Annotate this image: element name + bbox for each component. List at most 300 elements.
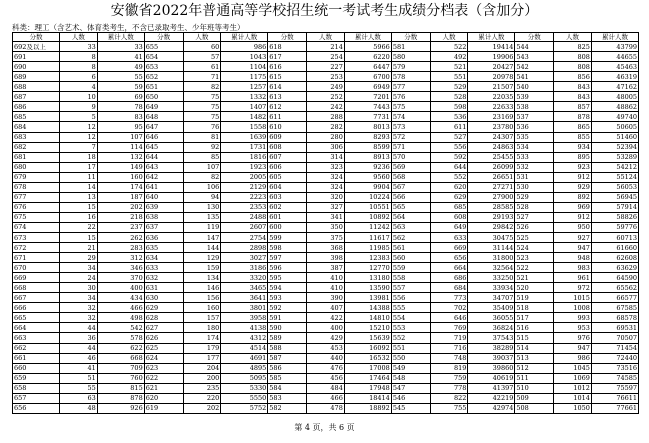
count-cell: 611 xyxy=(430,122,468,132)
cumulative-cell: 22035 xyxy=(468,92,515,102)
cumulative-cell: 622 xyxy=(97,343,144,353)
score-cell: 640 xyxy=(144,192,183,202)
cumulative-cell: 31800 xyxy=(468,253,515,263)
score-cell: 514 xyxy=(515,343,554,353)
count-cell: 929 xyxy=(554,182,592,192)
score-cell: 551 xyxy=(391,343,430,353)
score-cell: 674 xyxy=(13,222,60,232)
table-row xyxy=(13,273,639,283)
count-cell: 528 xyxy=(430,92,468,102)
count-cell: 629 xyxy=(430,192,468,202)
cumulative-cell: 2898 xyxy=(221,243,268,253)
cumulative-cell: 4514 xyxy=(221,343,268,353)
count-cell: 422 xyxy=(307,313,345,323)
score-cell: 684 xyxy=(13,122,60,132)
count-cell: 14 xyxy=(59,182,97,192)
score-cell: 638 xyxy=(144,212,183,222)
cumulative-cell: 11617 xyxy=(344,233,391,243)
count-cell: 656 xyxy=(430,253,468,263)
table-row xyxy=(13,363,639,373)
count-cell: 685 xyxy=(430,202,468,212)
table-row xyxy=(13,343,639,353)
count-cell: 986 xyxy=(554,353,592,363)
table-row xyxy=(13,62,639,72)
count-cell: 107 xyxy=(183,162,221,172)
cumulative-cell: 542 xyxy=(97,323,144,333)
score-cell: 517 xyxy=(515,313,554,323)
cumulative-cell: 668 xyxy=(97,353,144,363)
count-cell: 180 xyxy=(183,323,221,333)
cumulative-cell: 5330 xyxy=(221,383,268,393)
count-cell: 856 xyxy=(554,72,592,82)
cumulative-cell: 46319 xyxy=(591,72,638,82)
score-cell: 522 xyxy=(515,263,554,273)
count-cell: 55 xyxy=(59,383,97,393)
score-cell: 618 xyxy=(268,42,307,52)
cumulative-cell: 3465 xyxy=(221,283,268,293)
column-header: 人数 xyxy=(430,33,468,42)
count-cell: 716 xyxy=(430,343,468,353)
cumulative-cell: 8013 xyxy=(344,122,391,132)
table-row xyxy=(13,82,639,92)
score-cell: 656 xyxy=(13,403,60,413)
score-cell: 587 xyxy=(268,353,307,363)
score-cell: 554 xyxy=(391,313,430,323)
count-cell: 220 xyxy=(183,393,221,403)
score-cell: 629 xyxy=(144,303,183,313)
score-cell: 625 xyxy=(144,343,183,353)
count-cell: 11 xyxy=(59,172,97,182)
cumulative-cell: 30475 xyxy=(468,233,515,243)
score-cell: 632 xyxy=(144,273,183,283)
count-cell: 147 xyxy=(183,233,221,243)
table-row xyxy=(13,132,639,142)
count-cell: 10 xyxy=(59,92,97,102)
score-cell: 576 xyxy=(391,92,430,102)
count-cell: 253 xyxy=(307,72,345,82)
cumulative-cell: 44655 xyxy=(591,52,638,62)
count-cell: 822 xyxy=(430,393,468,403)
document-title: 安徽省2022年普通高等学校招生统一考试考生成绩分档表（含加分） xyxy=(110,3,539,19)
score-cell: 570 xyxy=(391,152,430,162)
score-cell: 683 xyxy=(13,132,60,142)
score-cell: 604 xyxy=(268,182,307,192)
score-cell: 602 xyxy=(268,202,307,212)
score-cell: 677 xyxy=(13,192,60,202)
cumulative-cell: 33 xyxy=(97,42,144,52)
score-cell: 671 xyxy=(13,253,60,263)
cumulative-cell: 14810 xyxy=(344,313,391,323)
score-cell: 535 xyxy=(515,132,554,142)
score-cell: 536 xyxy=(515,122,554,132)
score-cell: 552 xyxy=(391,333,430,343)
count-cell: 235 xyxy=(183,383,221,393)
score-cell: 509 xyxy=(515,393,554,403)
score-cell: 565 xyxy=(391,202,430,212)
table-row xyxy=(13,142,639,152)
score-cell: 668 xyxy=(13,283,60,293)
score-cell: 549 xyxy=(391,363,430,373)
count-cell: 61 xyxy=(183,62,221,72)
count-cell: 92 xyxy=(183,142,221,152)
table-row xyxy=(13,253,639,263)
count-cell: 323 xyxy=(307,162,345,172)
count-cell: 75 xyxy=(183,102,221,112)
score-cell: 519 xyxy=(515,293,554,303)
score-cell: 605 xyxy=(268,172,307,182)
score-cell: 545 xyxy=(391,403,430,413)
count-cell: 1008 xyxy=(554,303,592,313)
score-cell: 666 xyxy=(13,303,60,313)
score-cell: 672 xyxy=(13,243,60,253)
score-cell: 624 xyxy=(144,353,183,363)
count-cell: 32 xyxy=(59,303,97,313)
cumulative-cell: 237 xyxy=(97,222,144,232)
table-row xyxy=(13,303,639,313)
count-cell: 46 xyxy=(59,353,97,363)
score-cell: 692及以上 xyxy=(13,42,60,52)
count-cell: 12 xyxy=(59,122,97,132)
score-cell: 508 xyxy=(515,403,554,413)
cumulative-cell: 27900 xyxy=(468,192,515,202)
cumulative-cell: 23169 xyxy=(468,112,515,122)
score-cell: 653 xyxy=(144,62,183,72)
cumulative-cell: 33250 xyxy=(468,273,515,283)
cumulative-cell: 8293 xyxy=(344,132,391,142)
cumulative-cell: 4312 xyxy=(221,333,268,343)
column-header: 累计人数 xyxy=(344,33,391,42)
score-cell: 639 xyxy=(144,202,183,212)
score-cell: 608 xyxy=(268,142,307,152)
cumulative-cell: 3186 xyxy=(221,263,268,273)
count-cell: 934 xyxy=(554,142,592,152)
cumulative-cell: 5752 xyxy=(221,403,268,413)
score-cell: 627 xyxy=(144,323,183,333)
score-cell: 599 xyxy=(268,233,307,243)
count-cell: 306 xyxy=(307,142,345,152)
table-row xyxy=(13,72,639,82)
cumulative-cell: 15639 xyxy=(344,333,391,343)
column-header: 人数 xyxy=(59,33,97,42)
count-cell: 29 xyxy=(59,253,97,263)
cumulative-cell: 40619 xyxy=(468,373,515,383)
score-cell: 591 xyxy=(268,313,307,323)
score-cell: 598 xyxy=(268,243,307,253)
score-cell: 527 xyxy=(515,212,554,222)
cumulative-cell: 262 xyxy=(97,233,144,243)
score-cell: 650 xyxy=(144,92,183,102)
score-cell: 563 xyxy=(391,222,430,232)
count-cell: 15 xyxy=(59,233,97,243)
cumulative-cell: 13590 xyxy=(344,283,391,293)
score-cell: 654 xyxy=(144,52,183,62)
score-cell: 547 xyxy=(391,383,430,393)
count-cell: 252 xyxy=(307,92,345,102)
cumulative-cell: 11985 xyxy=(344,243,391,253)
count-cell: 484 xyxy=(307,383,345,393)
count-cell: 527 xyxy=(430,132,468,142)
score-cell: 510 xyxy=(515,383,554,393)
count-cell: 82 xyxy=(183,172,221,182)
cumulative-cell: 2005 xyxy=(221,172,268,182)
score-cell: 633 xyxy=(144,263,183,273)
count-cell: 961 xyxy=(554,273,592,283)
score-cell: 580 xyxy=(391,52,430,62)
cumulative-cell: 29842 xyxy=(468,222,515,232)
score-cell: 617 xyxy=(268,52,307,62)
count-cell: 387 xyxy=(307,263,345,273)
count-cell: 950 xyxy=(554,222,592,232)
count-cell: 1015 xyxy=(554,293,592,303)
count-cell: 36 xyxy=(59,333,97,343)
count-cell: 983 xyxy=(554,263,592,273)
score-cell: 646 xyxy=(144,132,183,142)
table-row xyxy=(13,323,639,333)
count-cell: 227 xyxy=(307,62,345,72)
cumulative-cell: 578 xyxy=(97,333,144,343)
score-cell: 688 xyxy=(13,82,60,92)
count-cell: 1012 xyxy=(554,383,592,393)
score-cell: 645 xyxy=(144,142,183,152)
cumulative-cell: 400 xyxy=(97,283,144,293)
score-cell: 652 xyxy=(144,72,183,82)
cumulative-cell: 149 xyxy=(97,162,144,172)
score-cell: 675 xyxy=(13,212,60,222)
cumulative-cell: 1558 xyxy=(221,122,268,132)
score-cell: 615 xyxy=(268,72,307,82)
cumulative-cell: 1407 xyxy=(221,102,268,112)
count-cell: 350 xyxy=(307,222,345,232)
cumulative-cell: 34707 xyxy=(468,293,515,303)
cumulative-cell: 49740 xyxy=(591,112,638,122)
score-cell: 528 xyxy=(515,202,554,212)
count-cell: 556 xyxy=(430,142,468,152)
count-cell: 160 xyxy=(183,303,221,313)
score-cell: 655 xyxy=(144,42,183,52)
score-cell: 593 xyxy=(268,293,307,303)
count-cell: 892 xyxy=(554,192,592,202)
cumulative-cell: 132 xyxy=(97,152,144,162)
score-cell: 601 xyxy=(268,212,307,222)
score-cell: 642 xyxy=(144,172,183,182)
score-cell: 568 xyxy=(391,172,430,182)
count-cell: 368 xyxy=(307,243,345,253)
score-cell: 592 xyxy=(268,303,307,313)
score-cell: 583 xyxy=(268,393,307,403)
table-row xyxy=(13,383,639,393)
count-cell: 773 xyxy=(430,293,468,303)
score-cell: 520 xyxy=(515,283,554,293)
count-cell: 341 xyxy=(307,212,345,222)
table-row xyxy=(13,263,639,273)
count-cell: 993 xyxy=(554,313,592,323)
count-cell: 48 xyxy=(59,403,97,413)
score-cell: 590 xyxy=(268,323,307,333)
count-cell: 63 xyxy=(59,393,97,403)
score-cell: 515 xyxy=(515,333,554,343)
cumulative-cell: 59 xyxy=(97,82,144,92)
cumulative-cell: 1043 xyxy=(221,52,268,62)
score-cell: 614 xyxy=(268,82,307,92)
count-cell: 249 xyxy=(307,82,345,92)
cumulative-cell: 37543 xyxy=(468,333,515,343)
cumulative-cell: 4895 xyxy=(221,363,268,373)
score-cell: 616 xyxy=(268,62,307,72)
score-cell: 577 xyxy=(391,82,430,92)
score-cell: 513 xyxy=(515,353,554,363)
column-header: 累计人数 xyxy=(221,33,268,42)
score-cell: 573 xyxy=(391,122,430,132)
score-cell: 612 xyxy=(268,102,307,112)
count-cell: 324 xyxy=(307,172,345,182)
score-cell: 597 xyxy=(268,253,307,263)
count-cell: 808 xyxy=(554,52,592,62)
cumulative-cell: 77661 xyxy=(591,403,638,413)
score-cell: 691 xyxy=(13,52,60,62)
score-cell: 631 xyxy=(144,283,183,293)
score-cell: 630 xyxy=(144,293,183,303)
count-cell: 177 xyxy=(183,353,221,363)
count-cell: 466 xyxy=(307,393,345,403)
count-cell: 1014 xyxy=(554,393,592,403)
cumulative-cell: 1332 xyxy=(221,92,268,102)
count-cell: 314 xyxy=(307,152,345,162)
cumulative-cell: 8913 xyxy=(344,152,391,162)
count-cell: 288 xyxy=(307,112,345,122)
score-cell: 596 xyxy=(268,263,307,273)
count-cell: 410 xyxy=(307,273,345,283)
cumulative-cell: 49 xyxy=(97,62,144,72)
table-row xyxy=(13,293,639,303)
score-cell: 556 xyxy=(391,293,430,303)
cumulative-cell: 16532 xyxy=(344,353,391,363)
count-cell: 759 xyxy=(430,373,468,383)
table-row xyxy=(13,353,639,363)
score-cell: 622 xyxy=(144,373,183,383)
count-cell: 130 xyxy=(183,202,221,212)
cumulative-cell: 32564 xyxy=(468,263,515,273)
count-cell: 400 xyxy=(307,323,345,333)
score-cell: 621 xyxy=(144,383,183,393)
cumulative-cell: 7731 xyxy=(344,112,391,122)
cumulative-cell: 58826 xyxy=(591,212,638,222)
cumulative-cell: 17008 xyxy=(344,363,391,373)
cumulative-cell: 76611 xyxy=(591,393,638,403)
count-cell: 22 xyxy=(59,222,97,232)
cumulative-cell: 15210 xyxy=(344,323,391,333)
table-row xyxy=(13,162,639,172)
count-cell: 684 xyxy=(430,283,468,293)
score-cell: 516 xyxy=(515,323,554,333)
count-cell: 410 xyxy=(307,283,345,293)
cumulative-cell: 9236 xyxy=(344,162,391,172)
cumulative-cell: 346 xyxy=(97,263,144,273)
count-cell: 947 xyxy=(554,343,592,353)
cumulative-cell: 36824 xyxy=(468,323,515,333)
count-cell: 174 xyxy=(183,333,221,343)
count-cell: 972 xyxy=(554,283,592,293)
cumulative-cell: 38289 xyxy=(468,343,515,353)
count-cell: 598 xyxy=(430,102,468,112)
table-header-row xyxy=(13,33,639,42)
count-cell: 551 xyxy=(430,72,468,82)
column-header: 人数 xyxy=(554,33,592,42)
cumulative-cell: 10224 xyxy=(344,192,391,202)
cumulative-cell: 53289 xyxy=(591,152,638,162)
count-cell: 522 xyxy=(430,42,468,52)
score-cell: 595 xyxy=(268,273,307,283)
cumulative-cell: 41397 xyxy=(468,383,515,393)
score-cell: 511 xyxy=(515,373,554,383)
cumulative-cell: 56053 xyxy=(591,182,638,192)
table-row xyxy=(13,192,639,202)
cumulative-cell: 72440 xyxy=(591,353,638,363)
cumulative-cell: 114 xyxy=(97,142,144,152)
score-cell: 678 xyxy=(13,182,60,192)
cumulative-cell: 51460 xyxy=(591,132,638,142)
score-cell: 606 xyxy=(268,162,307,172)
column-header: 人数 xyxy=(307,33,345,42)
score-cell: 541 xyxy=(515,72,554,82)
count-cell: 646 xyxy=(430,313,468,323)
table-row xyxy=(13,52,639,62)
score-cell: 581 xyxy=(391,42,430,52)
score-cell: 550 xyxy=(391,353,430,363)
count-cell: 4 xyxy=(59,82,97,92)
score-cell: 603 xyxy=(268,192,307,202)
cumulative-cell: 16092 xyxy=(344,343,391,353)
score-cell: 534 xyxy=(515,142,554,152)
cumulative-cell: 218 xyxy=(97,212,144,222)
cumulative-cell: 55 xyxy=(97,72,144,82)
count-cell: 843 xyxy=(554,92,592,102)
score-cell: 662 xyxy=(13,343,60,353)
column-header: 累计人数 xyxy=(591,33,638,42)
count-cell: 1069 xyxy=(554,373,592,383)
cumulative-cell: 29193 xyxy=(468,212,515,222)
cumulative-cell: 35409 xyxy=(468,303,515,313)
table-row xyxy=(13,393,639,403)
count-cell: 44 xyxy=(59,343,97,353)
score-cell: 518 xyxy=(515,303,554,313)
score-cell: 620 xyxy=(144,393,183,403)
score-cell: 531 xyxy=(515,172,554,182)
table-row xyxy=(13,102,639,112)
cumulative-cell: 1731 xyxy=(221,142,268,152)
count-cell: 17 xyxy=(59,162,97,172)
count-cell: 146 xyxy=(183,283,221,293)
count-cell: 536 xyxy=(430,112,468,122)
cumulative-cell: 31144 xyxy=(468,243,515,253)
score-cell: 537 xyxy=(515,112,554,122)
count-cell: 390 xyxy=(307,293,345,303)
cumulative-cell: 70507 xyxy=(591,333,638,343)
cumulative-cell: 59776 xyxy=(591,222,638,232)
cumulative-cell: 12770 xyxy=(344,263,391,273)
score-cell: 586 xyxy=(268,363,307,373)
count-cell: 76 xyxy=(183,122,221,132)
count-cell: 9 xyxy=(59,102,97,112)
score-cell: 557 xyxy=(391,283,430,293)
count-cell: 478 xyxy=(307,403,345,413)
score-cell: 530 xyxy=(515,182,554,192)
cumulative-cell: 83 xyxy=(97,112,144,122)
cumulative-cell: 6220 xyxy=(344,52,391,62)
count-cell: 82 xyxy=(183,82,221,92)
cumulative-cell: 1639 xyxy=(221,132,268,142)
cumulative-cell: 20978 xyxy=(468,72,515,82)
cumulative-cell: 10551 xyxy=(344,202,391,212)
